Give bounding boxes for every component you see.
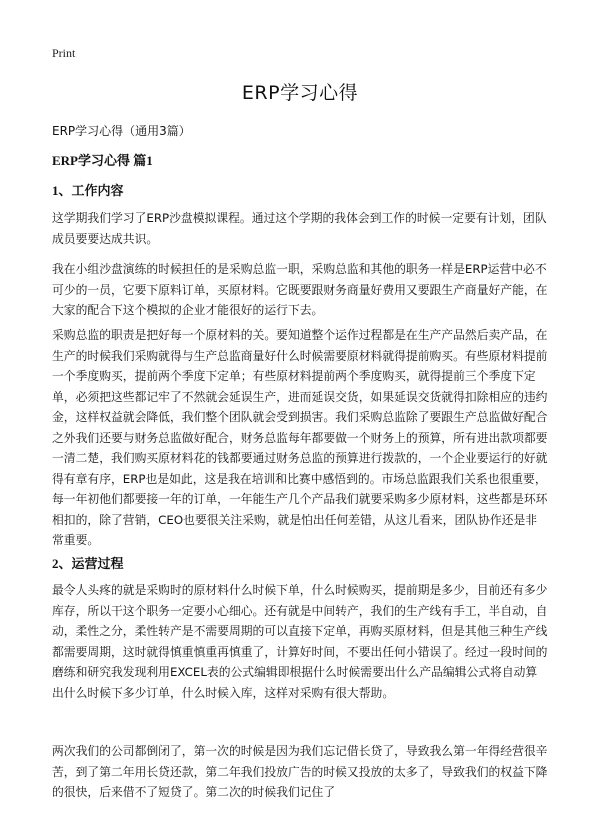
paragraph: 两次我们的公司都倒闭了，第一次的时候是因为我们忘记借长贷了，导致我么第一年得经营很辛苦，到了第二年用长贷还款，第二年我们投放广告的时候又投放的太多了，导致我们的权益下降的很快，后来借不了短贷了。第二次的时候我们记住了 (52, 744, 548, 799)
section-title: ERP学习心得 篇1 (52, 153, 153, 168)
heading-work-content: 1、工作内容 (52, 183, 124, 198)
heading-operation-process: 2、运营过程 (52, 556, 124, 571)
paragraph: 最令人头疼的就是采购时的原材料什么时候下单，什么时候购买，提前期是多少，目前还有多少库存，所以干这个职务一定要小心细心。还有就是中间转产，我们的生产线有手工，半自动，自动，柔性之分，柔性转产是不需要周期的可以直接下定单，再购买原材料，但是其他三种生产线都需要周期，这时就得慎重慎重再慎重了，计算好时间，不要出任何小错误了。经过一段时间的磨练和研究我发现利用EXCEL表的公式编辑即根据什么时候需要出什么产品编辑公式将自动算出什么时候下多少订单，什么时候入库，这样对采购有很大帮助。 (52, 583, 548, 700)
print-link[interactable]: Print (52, 46, 76, 60)
paragraph: 采购总监的职责是把好每一个原材料的关。要知道整个运作过程都是在生产产品然后卖产品，在生产的时候我们采购就得与生产总监商量好什么时候需要原材料就得提前购买。有些原材料提前一个季度购买，提前两个季度下定单；有些原材料提前两个季度购买，就得提前三个季度下定单，必须把这些都记牢了不然就会延误生产，进而延误交货，如果延误交货就得扣除相应的违约金，这样权益就会降低，我们整个团队就会受到损害。我们采购总监除了要跟生产总监做好配合之外我们还要与财务总监做好配合，财务总监每年都要做一个财务上的预算，所有进出款项都要一清二楚，我们购买原材料花的钱都要通过财务总监的预算进行拨款的，一个企业要运行的好就得有章有序，ERP也是如此，这是我在培训和比赛中感悟到的。市场总监跟我们关系也很重要，每一年初他们都要接一年的订单，一年能生产几个产品我们就要采购多少原材料，这些都是环环相扣的，除了营销，CEO也要很关注采购，就是怕出任何差错，从这儿看来，团队协作还是非常重要。 (52, 328, 548, 547)
document-subtitle: ERP学习心得（通用3篇） (52, 124, 191, 138)
document-title: ERP学习心得 (241, 82, 359, 104)
paragraph: 这学期我们学习了ERP沙盘模拟课程。通过这个学期的我体会到工作的时候一定要有计划，团队成员要要达成共识。 (52, 211, 547, 246)
paragraph: 我在小组沙盘演练的时候担任的是采购总监一职，采购总监和其他的职务一样是ERP运营中必不可少的一员，它要下原料订单，买原材料。它既要跟财务商量好费用又要跟生产商量好产能，在大家的配合下这个模拟的企业才能很好的运行下去。 (52, 262, 548, 317)
